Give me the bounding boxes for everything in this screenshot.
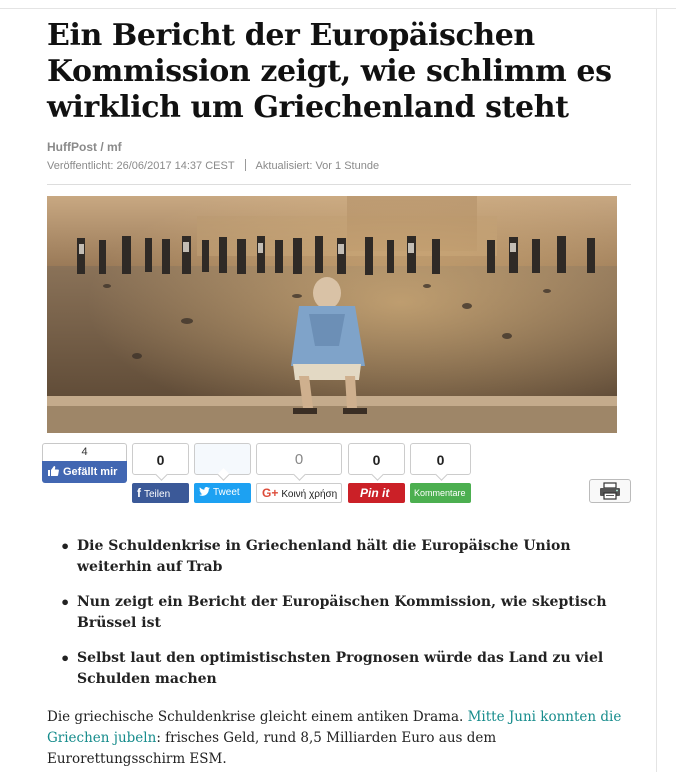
frame-border-right [656,8,657,772]
pinterest-share [348,443,405,503]
facebook-icon: f [137,486,141,500]
meta-separator [245,159,246,171]
facebook-share-label: Teilen [144,489,171,500]
like-label: Gefällt mir [63,466,118,478]
body-text-end: : frisches Geld, rund 8,5 Milliarden Euro aus dem Eurorettungsschirm ESM. [47,730,497,767]
body-text-start: Die griechische Schuldenkrise gleicht einem antiken Drama. [47,709,468,725]
google-plus-icon: G+ [262,486,279,500]
pinterest-share-count: 0 [348,443,405,475]
printer-icon [599,482,621,500]
facebook-share-count: 0 [132,443,189,475]
summary-bullet: • Die Schuldenkrise in Griechenland hält die Europäische Union weiterhin auf Trab [60,536,620,578]
twitter-bird-icon [199,487,210,496]
body-inline-link[interactable]: Mitte Juni konnten die Griechen jubeln [47,709,622,746]
facebook-share [132,443,189,503]
facebook-share-button[interactable] [132,483,189,503]
article-byline: HuffPost / mf [47,140,122,154]
twitter-share [194,443,251,503]
twitter-share-button[interactable] [194,483,251,503]
pinterest-pin-button[interactable]: Pin it [348,483,405,503]
frame-border-top [0,8,676,9]
google-plus-share-count: 0 [256,443,342,475]
google-plus-share-button[interactable] [256,483,342,503]
twitter-share-count [194,443,251,475]
comments-count: 0 [410,443,471,475]
comments-button[interactable]: Kommentare [410,483,471,503]
twitter-share-label: Tweet [213,487,240,498]
article-headline: Ein Bericht der Europäischen Kommission zeigt, wie schlimm es wirklich um Griechenland steht [47,18,612,125]
print-button[interactable] [589,479,631,503]
summary-bullet: • Selbst laut den optimistischsten Prognosen würde das Land zu viel Schulden machen [60,648,620,690]
google-plus-share-label: Κοινή χρήση [281,489,338,500]
article-meta [47,159,379,172]
facebook-like-widget[interactable] [42,443,127,483]
like-count: 4 [42,443,127,461]
social-share-bar [42,443,642,507]
article-body-paragraph [47,707,627,770]
photo-man-sitting-on-steps-icon [47,196,617,433]
summary-bullet: • Nun zeigt ein Bericht der Europäischen Kommission, wie skeptisch Brüssel ist [60,592,620,634]
comments-share [410,443,471,503]
like-button[interactable] [42,461,127,483]
published-date: Veröffentlicht: 26/06/2017 14:37 CEST [47,160,235,172]
thumbs-up-icon [47,465,59,477]
google-plus-share [256,443,342,503]
divider [47,184,631,185]
article-photo [47,196,617,433]
article-summary-bullets [60,536,620,704]
updated-date: Aktualisiert: Vor 1 Stunde [255,160,380,172]
